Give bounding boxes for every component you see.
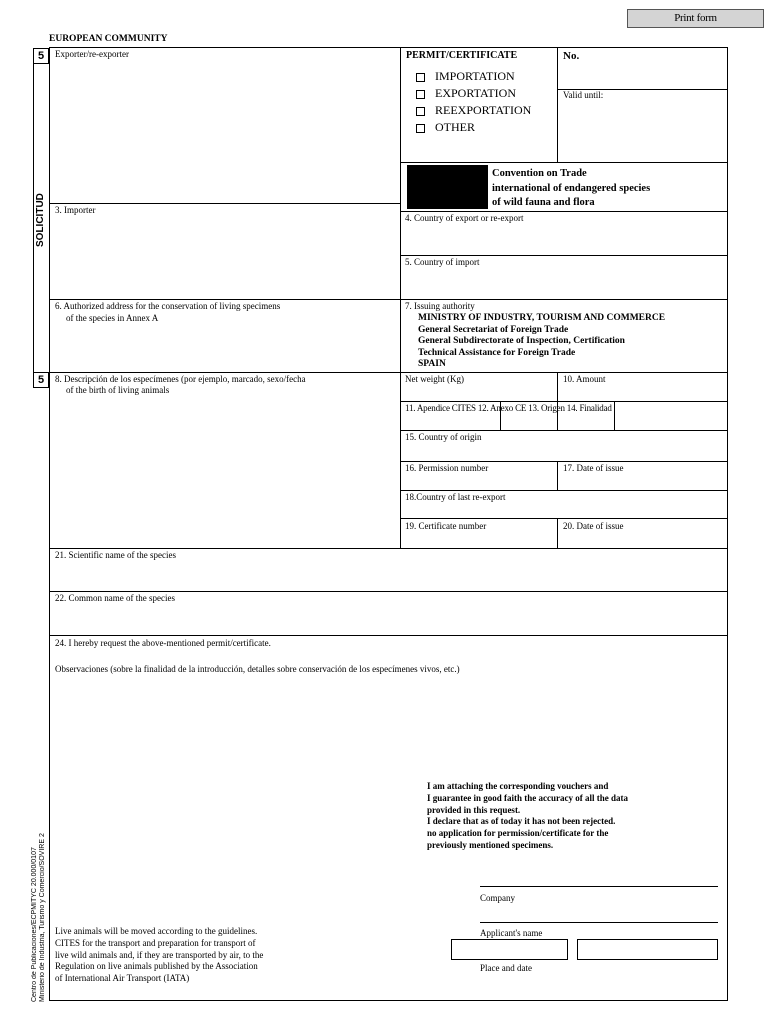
live-animals-note: Live animals will be moved according to the guidelines. CITES for the transport and preparation for transport of live wild animals and, if they are transported by air, to the Regulation on live animals published by the Association of International Air Transport (IATA)	[55, 926, 264, 984]
declaration-text: I am attaching the corresponding vouchers and I guarantee in good faith the accuracy of all the data provided in this request. I declare that as of today it has not been rejected. no application for permission/certificate for the previously mentioned specimens.	[427, 781, 628, 850]
authorized-address-label: 6. Authorized address for the conservation of living specimens	[55, 301, 281, 311]
scientific-name-label: 21. Scientific name of the species	[55, 550, 176, 560]
request-label: 24. I hereby request the above-mentioned permit/certificate.	[55, 638, 271, 648]
permit-number-label: No.	[563, 50, 580, 62]
exportation-label: EXPORTATION	[435, 86, 516, 100]
side-footer-2: Ministerio de Industria, Turismo y Comercio/SOVIRE 2	[39, 833, 46, 1002]
option-importation[interactable]	[416, 68, 515, 85]
permission-number-label: 16. Permission number	[405, 463, 489, 473]
convention-text: Convention on Trade international of endangered species of wild fauna and flora	[492, 168, 651, 208]
applicant-name-label: Applicant's name	[480, 928, 543, 938]
other-label: OTHER	[435, 120, 475, 134]
date-input[interactable]	[577, 939, 718, 960]
appendix-row-label: 11. Apendice CITES 12. Anexo CE 13. Origen 14. Finalidad	[405, 403, 612, 413]
side-number-box-2: 5	[33, 372, 49, 388]
country-import-label: 5. Country of import	[405, 257, 480, 267]
country-export-label: 4. Country of export or re-export	[405, 213, 524, 223]
header-title: EUROPEAN COMMUNITY	[49, 34, 168, 44]
side-number-box: 5	[33, 48, 49, 64]
country-origin-label: 15. Country of origin	[405, 432, 482, 442]
option-exportation[interactable]	[416, 85, 516, 102]
valid-until-label: Valid until:	[563, 90, 604, 100]
authorized-address-label-2: of the species in Annex A	[66, 313, 159, 323]
date-issue-17-label: 17. Date of issue	[563, 463, 624, 473]
reexportation-label: REEXPORTATION	[435, 103, 532, 117]
option-reexportation[interactable]	[416, 102, 531, 119]
print-form-button[interactable]: Print form	[627, 9, 764, 28]
side-footer-1: Centro de Publicaciones/ECPMITYC 20.000/0107	[31, 847, 38, 1002]
issuing-authority-label: 7. Issuing authority	[405, 301, 475, 311]
importation-label: IMPORTATION	[435, 69, 515, 83]
description-label: 8. Descripción de los especímenes (por ejemplo, marcado, sexo/fecha	[55, 374, 306, 384]
importer-label: 3. Importer	[55, 205, 96, 215]
country-last-reexport-label: 18.Country of last re-export	[405, 492, 506, 502]
date-issue-20-label: 20. Date of issue	[563, 521, 624, 531]
permit-title: PERMIT/CERTIFICATE	[406, 50, 518, 61]
place-date-label: Place and date	[480, 963, 532, 973]
importation-checkbox[interactable]	[416, 73, 425, 82]
company-label: Company	[480, 893, 515, 903]
place-input[interactable]	[451, 939, 568, 960]
side-label: SOLICITUD	[35, 193, 46, 247]
other-checkbox[interactable]	[416, 124, 425, 133]
amount-label: 10. Amount	[563, 374, 606, 384]
description-label-2: of the birth of living animals	[66, 385, 170, 395]
cites-logo-redacted	[407, 165, 488, 209]
issuing-authority-text: MINISTRY OF INDUSTRY, TOURISM AND COMMERCE General Secretariat of Foreign Trade General Subdirectorate of Inspection, Certification Technical Assistance for Foreign Trade SPAIN	[418, 313, 666, 369]
observaciones-label: Observaciones (sobre la finalidad de la introducción, detalles sobre conservación de los especímenes vivos, etc.)	[55, 664, 460, 674]
exporter-label: Exporter/re-exporter	[55, 49, 129, 59]
common-name-label: 22. Common name of the species	[55, 593, 175, 603]
certificate-number-label: 19. Certificate number	[405, 521, 487, 531]
net-weight-label: Net weight (Kg)	[405, 374, 464, 384]
exportation-checkbox[interactable]	[416, 90, 425, 99]
reexportation-checkbox[interactable]	[416, 107, 425, 116]
option-other[interactable]	[416, 119, 475, 136]
